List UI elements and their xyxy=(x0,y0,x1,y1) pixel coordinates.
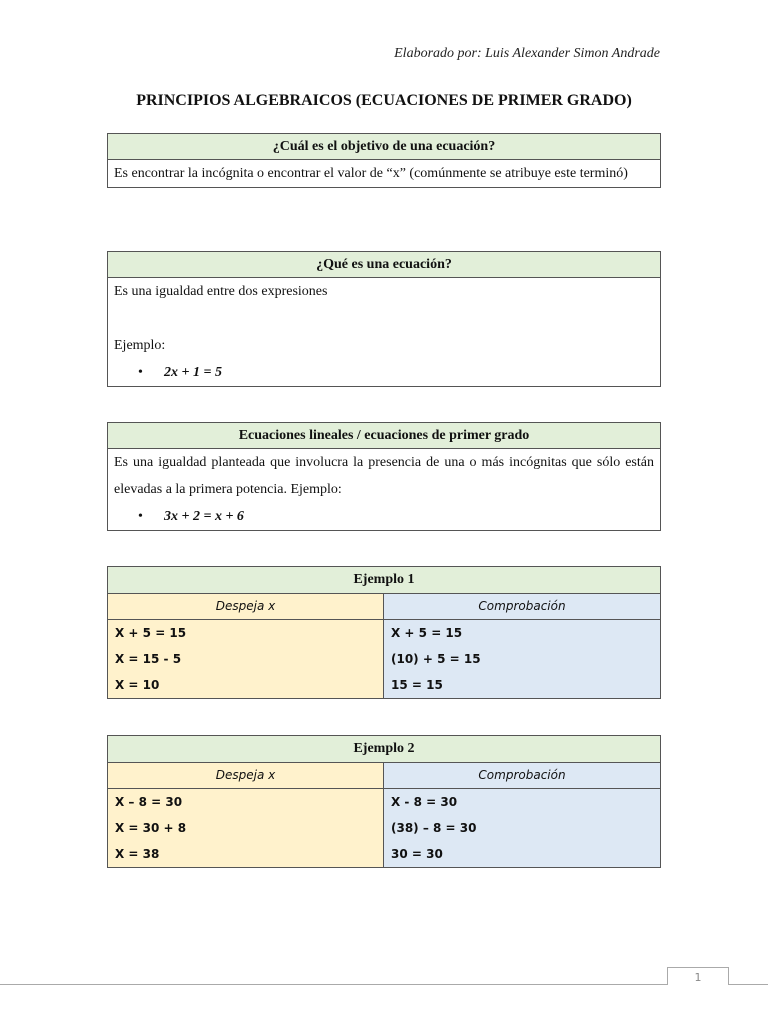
solve-step: X = 10 xyxy=(115,678,160,692)
example-equation: 2x + 1 = 5 xyxy=(164,365,222,380)
bullet-icon: • xyxy=(138,365,143,380)
bullet-item xyxy=(114,359,654,386)
author-credit: Elaborado por: Luis Alexander Simon Andrade xyxy=(394,46,660,61)
bullet-item xyxy=(114,503,654,530)
linear-equations-box xyxy=(107,422,661,531)
check-step: 30 = 30 xyxy=(391,847,443,861)
example-label: Ejemplo: xyxy=(114,338,166,353)
example-1-table xyxy=(107,566,661,699)
page-number: 1 xyxy=(667,967,729,985)
example-1-title: Ejemplo 1 xyxy=(108,567,660,594)
solve-step: X = 30 + 8 xyxy=(115,821,187,835)
example-equation: 3x + 2 = x + 6 xyxy=(164,509,244,524)
solve-column xyxy=(108,594,384,698)
equation-definition-heading: ¿Qué es una ecuación? xyxy=(108,252,660,278)
check-step: (10) + 5 = 15 xyxy=(391,652,481,666)
objective-box xyxy=(107,133,661,188)
example-2-table xyxy=(107,735,661,868)
footer-divider xyxy=(0,984,768,985)
check-step: (38) – 8 = 30 xyxy=(391,821,477,835)
bullet-icon: • xyxy=(138,509,143,524)
document-title: PRINCIPIOS ALGEBRAICOS (ECUACIONES DE PRIMER GRADO) xyxy=(136,92,632,109)
check-column xyxy=(384,594,660,698)
objective-heading: ¿Cuál es el objetivo de una ecuación? xyxy=(108,134,660,160)
solve-column xyxy=(108,763,384,867)
solve-header: Despeja x xyxy=(108,594,383,620)
equation-definition-box xyxy=(107,251,661,387)
example-2-title: Ejemplo 2 xyxy=(108,736,660,763)
solve-header: Despeja x xyxy=(108,763,383,789)
check-step: X - 8 = 30 xyxy=(391,795,458,809)
check-header: Comprobación xyxy=(384,594,660,620)
equation-definition-text: Es una igualdad entre dos expresiones xyxy=(114,284,328,299)
check-step: X + 5 = 15 xyxy=(391,626,463,640)
check-column xyxy=(384,763,660,867)
linear-equations-heading: Ecuaciones lineales / ecuaciones de primer grado xyxy=(108,423,660,449)
solve-step: X = 15 - 5 xyxy=(115,652,182,666)
check-header: Comprobación xyxy=(384,763,660,789)
solve-step: X + 5 = 15 xyxy=(115,626,187,640)
solve-step: X – 8 = 30 xyxy=(115,795,183,809)
objective-text: Es encontrar la incógnita o encontrar el valor de “x” (comúnmente se atribuye este terminó) xyxy=(114,166,628,181)
check-step: 15 = 15 xyxy=(391,678,443,692)
solve-step: X = 38 xyxy=(115,847,160,861)
linear-equations-text: Es una igualdad planteada que involucra la presencia de una o más incógnitas que sólo están elevadas a la primera potencia. Ejemplo: xyxy=(114,455,654,497)
